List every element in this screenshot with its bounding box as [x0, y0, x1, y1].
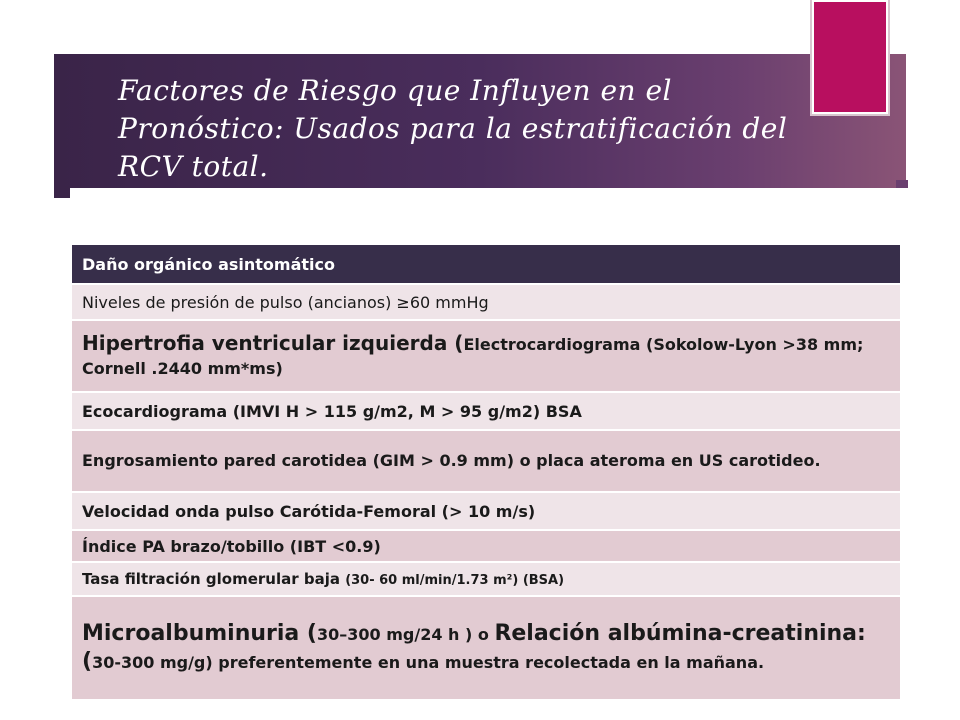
table-row	[72, 320, 900, 392]
cell-text: (30- 60 ml/min/1.73 m²) (BSA)	[345, 573, 565, 588]
table-header-cell: Daño orgánico asintomático	[72, 245, 900, 284]
table-row	[72, 562, 900, 596]
table-header-row	[72, 245, 900, 284]
cell-text: Tasa filtración glomerular baja	[82, 570, 346, 588]
table-cell: Velocidad onda pulso Carótida-Femoral (> 10 m/s)	[72, 492, 900, 530]
slide-title-line: Factores de Riesgo que Influyen en el	[118, 74, 673, 107]
cell-text: Relación albúmina-creatinina: (	[82, 621, 866, 674]
table-cell: Engrosamiento pared carotidea (GIM > 0.9 mm) o placa ateroma en US carotideo.	[72, 430, 900, 492]
title-underline	[70, 188, 908, 198]
slide-title-line: RCV total.	[118, 150, 269, 183]
table-row	[72, 530, 900, 562]
table-cell: Niveles de presión de pulso (ancianos) ≥60 mmHg	[72, 284, 900, 320]
cell-text: Electrocardiograma (Sokolow-Lyon >38 mm; Cornell .2440 mm*ms)	[82, 335, 864, 378]
table-cell: Índice PA brazo/tobillo (IBT <0.9)	[72, 530, 900, 562]
table-row	[72, 492, 900, 530]
cell-text: Microalbuminuria (	[82, 621, 317, 646]
table-cell: Ecocardiograma (IMVI H > 115 g/m2, M > 95 g/m2) BSA	[72, 392, 900, 430]
risk-factor-table	[72, 245, 900, 701]
table-cell	[72, 320, 900, 392]
cell-text: Hipertrofia ventricular izquierda (	[82, 331, 464, 355]
slide-title-line: Pronóstico: Usados para la estratificación del	[118, 112, 788, 145]
title-band-edge	[54, 186, 70, 198]
cell-text: 30-300 mg/g) preferentemente en una muestra recolectada en la mañana.	[92, 653, 765, 672]
cell-text: 30–300 mg/24 h ) o	[316, 625, 495, 644]
table-row	[72, 284, 900, 320]
table-row	[72, 430, 900, 492]
table-cell	[72, 596, 900, 700]
table-cell	[72, 562, 900, 596]
table-row	[72, 596, 900, 700]
table-row	[72, 392, 900, 430]
slide-title	[118, 72, 878, 186]
